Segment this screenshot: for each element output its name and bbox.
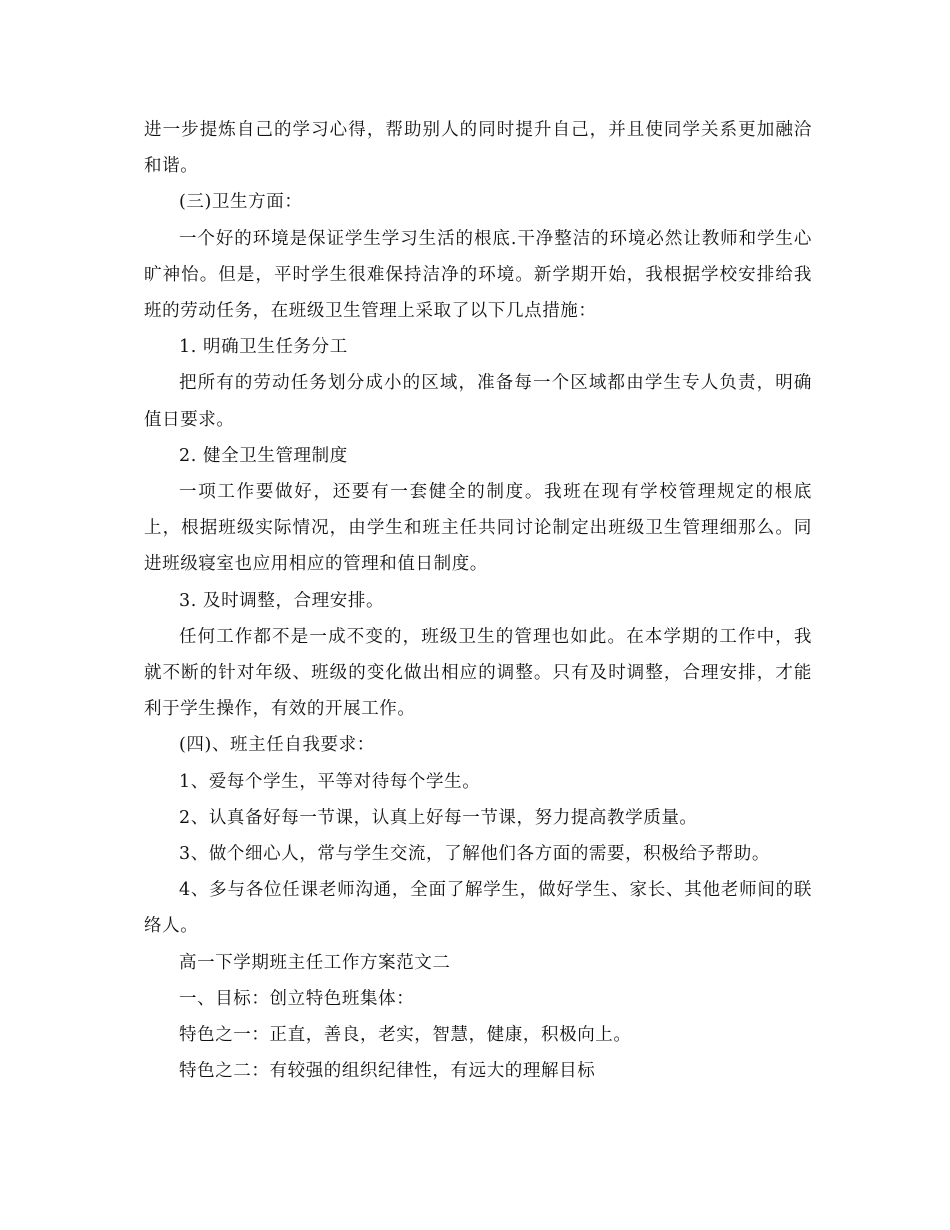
list-item: 2、认真备好每一节课，认真上好每一节课，努力提高教学质量。 (179, 807, 698, 828)
document-subtitle: 高一下学期班主任工作方案范文二 (179, 952, 451, 973)
paragraph: 进一步提炼自己的学习心得，帮助别人的同时提升自己，并且使同学关系更加融洽和谐。 (144, 120, 812, 177)
document-body (144, 112, 812, 1089)
section-heading-self-requirements: (四)、班主任自我要求： (179, 735, 375, 756)
section-heading-goals: 一、目标：创立特色班集体： (179, 988, 415, 1009)
paragraph: 任何工作都不是一成不变的，班级卫生的管理也如此。在本学期的工作中，我就不断的针对年级、班级的变化做出相应的调整。只有及时调整，合理安排，才能利于学生操作，有效的开展工作。 (144, 626, 812, 720)
list-item: 4、多与各位任课老师沟通，全面了解学生，做好学生、家长、其他老师间的联络人。 (144, 880, 812, 937)
list-item: 3、做个细心人，常与学生交流，了解他们各方面的需要，积极给予帮助。 (179, 844, 770, 865)
list-heading: 2. 健全卫生管理制度 (179, 445, 348, 466)
list-item: 特色之二：有较强的组织纪律性，有远大的理解目标 (179, 1061, 596, 1082)
list-heading: 1. 明确卫生任务分工 (179, 337, 348, 358)
paragraph: 一项工作要做好，还要有一套健全的制度。我班在现有学校管理规定的根底上，根据班级实际情况，由学生和班主任共同讨论制定出班级卫生管理细那么。同进班级寝室也应用相应的管理和值日制度。 (144, 482, 812, 575)
paragraph: 一个好的环境是保证学生学习生活的根底.干净整洁的环境必然让教师和学生心旷神怡。但是，平时学生很难保持洁净的环境。新学期开始，我根据学校安排给我班的劳动任务，在班级卫生管理上采取了以下几点措施： (144, 228, 812, 322)
list-heading: 3. 及时调整，合理安排。 (179, 590, 385, 611)
list-item: 特色之一：正直，善良，老实，智慧，健康，积极向上。 (179, 1025, 632, 1046)
list-item: 1、爱每个学生，平等对待每个学生。 (179, 771, 481, 792)
paragraph: 把所有的劳动任务划分成小的区域，准备每一个区域都由学生专人负责，明确值日要求。 (144, 373, 812, 430)
section-heading-hygiene: (三)卫生方面： (179, 192, 303, 213)
